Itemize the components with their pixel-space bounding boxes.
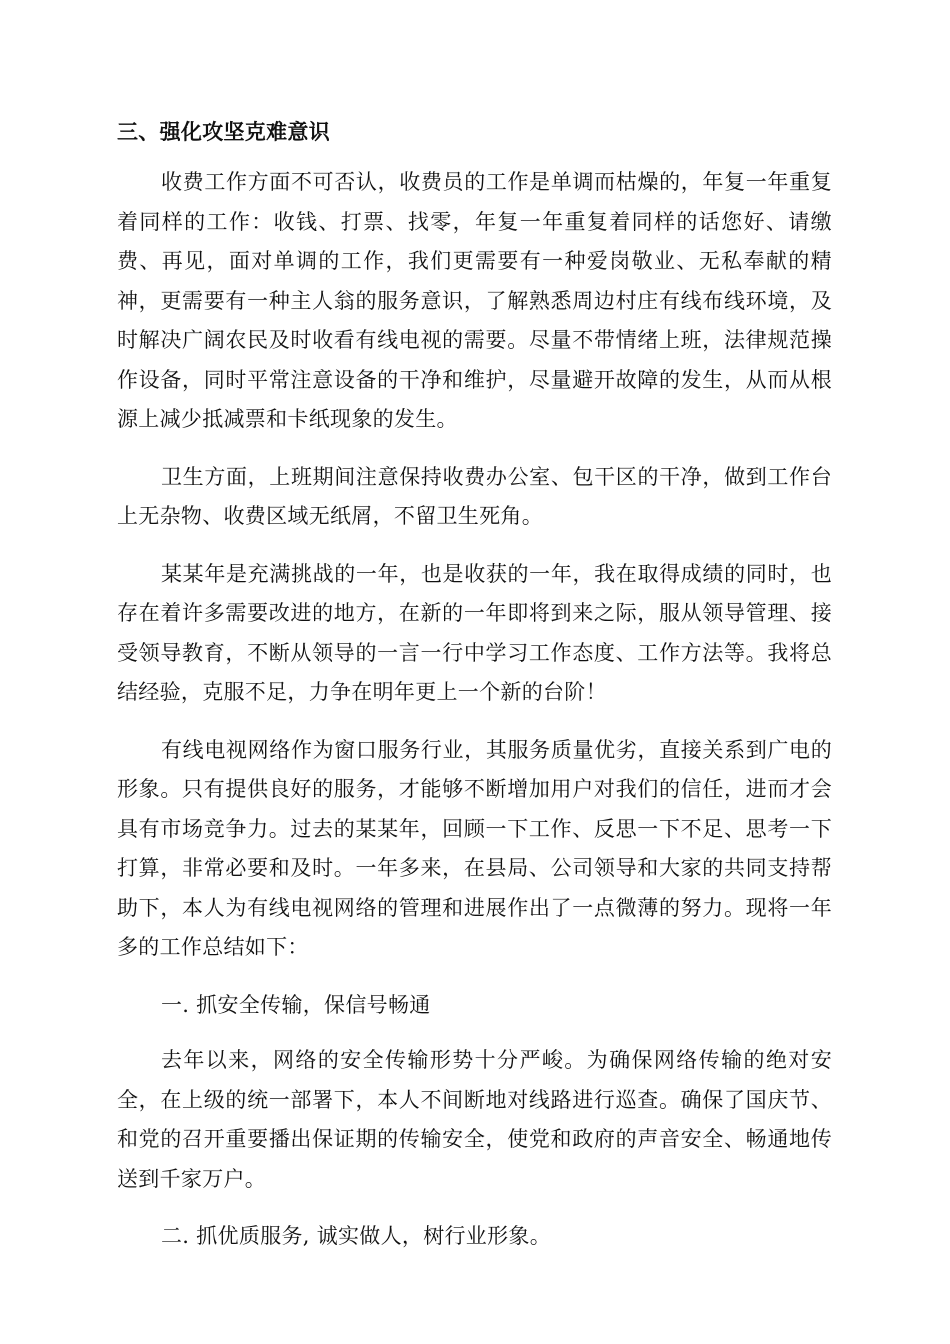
paragraph-hygiene: 卫生方面，上班期间注意保持收费办公室、包干区的干净，做到工作台上无杂物、收费区域无纸屑，不留卫生死角。 xyxy=(117,464,832,528)
paragraph-cable-network: 有线电视网络作为窗口服务行业，其服务质量优劣，直接关系到广电的形象。只有提供良好的服务，才能够不断增加用户对我们的信任，进而才会具有市场竞争力。过去的某某年，回顾一下工作、反思一下不足、思考一下打算，非常必要和及时。一年多来，在县局、公司领导和大家的共同支持帮助下，本人为有线电视网络的管理和进展作出了一点微薄的努力。现将一年多的工作总结如下： xyxy=(117,737,832,959)
paragraph-network-security: 去年以来，网络的安全传输形势十分严峻。为确保网络传输的绝对安全，在上级的统一部署下，本人不间断地对线路进行巡查。确保了国庆节、和党的召开重要播出保证期的传输安全，使党和政府的声音安全、畅通地传送到千家万户。 xyxy=(117,1048,832,1191)
paragraph-fee-work: 收费工作方面不可否认，收费员的工作是单调而枯燥的，年复一年重复着同样的工作：收钱、打票、找零，年复一年重复着同样的话您好、请缴费、再见，面对单调的工作，我们更需要有一种爱岗敬业、无私奉献的精神，更需要有一种主人翁的服务意识，了解熟悉周边村庄有线布线环境，及时解决广阔农民及时收看有线电视的需要。尽量不带情绪上班，法律规范操作设备，同时平常注意设备的干净和维护，尽量避开故障的发生，从而从根源上减少抵减票和卡纸现象的发生。 xyxy=(117,170,832,431)
section-heading: 三、强化攻坚克难意识 xyxy=(117,119,330,144)
document-body xyxy=(117,112,832,1273)
paragraph-year-summary: 某某年是充满挑战的一年，也是收获的一年，我在取得成绩的同时，也存在着许多需要改进的地方，在新的一年即将到来之际，服从领导管理、接受领导教育，不断从领导的一言一行中学习工作态度、工作方法等。我将总结经验，克服不足，力争在明年更上一个新的台阶！ xyxy=(117,561,832,704)
subheading-safe-transmission: 一. 抓安全传输，保信号畅通 xyxy=(161,992,431,1017)
subheading-quality-service: 二. 抓优质服务, 诚实做人，树行业形象。 xyxy=(161,1224,551,1248)
